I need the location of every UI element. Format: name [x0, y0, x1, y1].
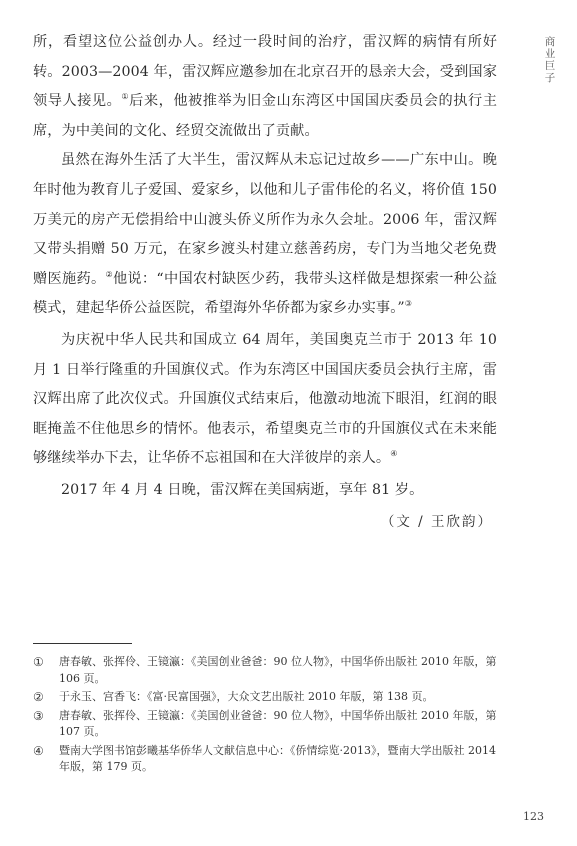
paragraph-1	[33, 28, 497, 146]
paragraph-2	[33, 146, 497, 324]
article-body	[33, 28, 497, 537]
running-header-section-label: 商业巨子	[544, 36, 556, 84]
footnote-item	[33, 654, 497, 687]
paragraph-4: 2017 年 4 月 4 日晚，雷汉辉在美国病逝，享年 81 岁。	[61, 481, 424, 498]
footnote-ref-3[interactable]: ③	[404, 299, 413, 309]
footnote-number: ①	[33, 655, 44, 669]
paragraph-3	[33, 326, 497, 474]
footnote-item	[33, 743, 497, 776]
footnote-text: 唐春敏、张挥伶、王镜瀛：《美国创业爸爸：90 位人物》，中国华侨出版社 2010 年版，第 107 页。	[59, 708, 497, 738]
footnote-number: ③	[33, 708, 44, 723]
footnote-ref-2[interactable]: ②	[105, 269, 113, 279]
footnote-number: ②	[33, 690, 44, 704]
footnote-divider	[33, 643, 132, 644]
footnote-item	[33, 689, 497, 706]
footnote-number: ④	[33, 743, 44, 758]
paragraph-1-text-a: 所，看望这位公益创办人。经过一段时间的治疗，雷汉辉的病情有所好转。2003—2004 年，雷汉辉应邀参加在北京召开的恳亲大会，受到国家领导人接见。	[33, 34, 497, 110]
author-credit: （文 / 王欣韵）	[380, 513, 493, 530]
footnote-text: 唐春敏、张挥伶、王镜瀛：《美国创业爸爸：90 位人物》，中国华侨出版社 2010 年版，第 106 页。	[59, 655, 497, 685]
paragraph-1-text-b: 后来，他被推举为旧金山东湾区中国国庆委员会的执行主席，为中美间的文化、经贸交流做出了贡献。	[33, 93, 497, 139]
footnote-text: 暨南大学图书馆彭曦基华侨华人文献信息中心：《侨情综览·2013》，暨南大学出版社 2014 年版，第 179 页。	[59, 743, 496, 773]
footnote-item	[33, 708, 497, 741]
paragraph-2-text-a: 虽然在海外生活了大半生，雷汉辉从未忘记过故乡——广东中山。晚年时他为教育儿子爱国、爱家乡，以他和儿子雷伟伦的名义，将价值 150 万美元的房产无偿捐给中山渡头侨义所作为永久会址。2006 年，雷汉辉又带头捐赠 50 万元，在家乡渡头村建立慈善药房，专门为当地父老免费赠医施药。	[33, 152, 497, 287]
paragraph-3-text: 为庆祝中华人民共和国成立 64 周年，美国奥克兰市于 2013 年 10 月 1 日举行隆重的升国旗仪式。作为东湾区中国国庆委员会执行主席，雷汉辉出席了此次仪式。升国旗仪式结束后，他激动地流下眼泪，红润的眼眶掩盖不住他思乡的情怀。他表示，希望奥克兰市的升国旗仪式在未来能够继续举办下去，让华侨不忘祖国和在大洋彼岸的亲人。	[33, 331, 497, 467]
footnotes	[33, 654, 497, 778]
footnote-text: 于永玉、宫香飞：《富·民富国强》，大众文艺出版社 2010 年版，第 138 页。	[59, 690, 434, 703]
footnote-ref-1[interactable]: ①	[121, 92, 130, 102]
paragraph-2-text-b: 他说：“中国农村缺医少药，我带头这样做是想探索一种公益模式，建起华侨公益医院，希望海外华侨都为家乡办实事。”	[33, 270, 497, 317]
page-number: 123	[523, 810, 544, 823]
footnote-ref-4[interactable]: ④	[390, 449, 398, 459]
